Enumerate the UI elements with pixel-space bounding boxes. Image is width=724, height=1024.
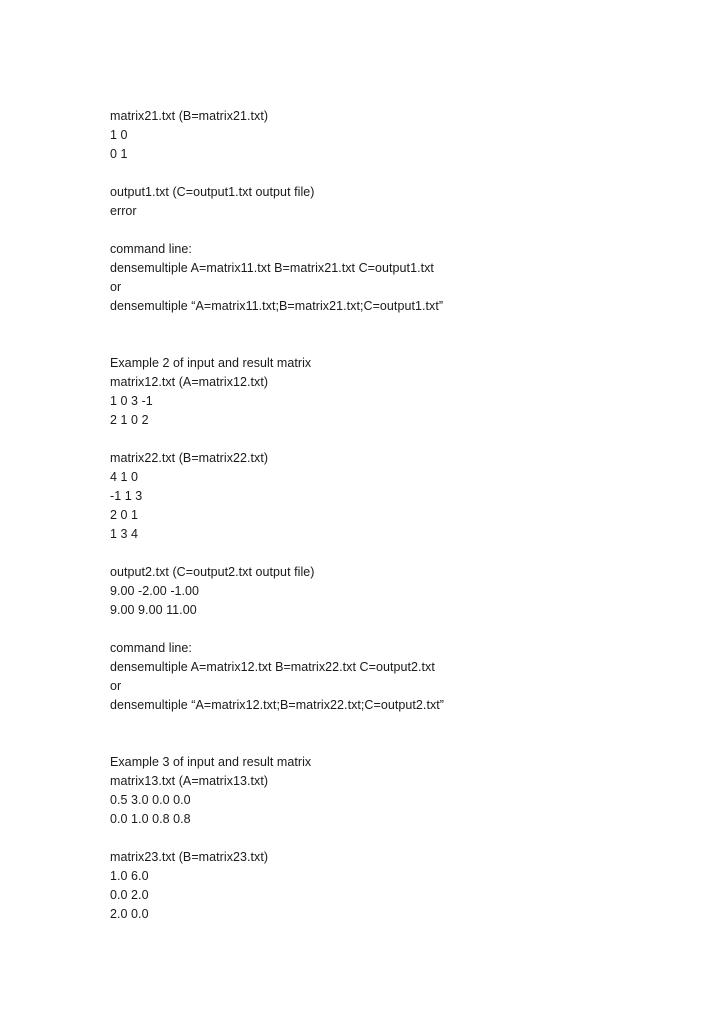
matrix22-row-1: 4 1 0 bbox=[110, 470, 139, 484]
output2-row-1: 9.00 -2.00 -1.00 bbox=[110, 584, 200, 598]
spacer bbox=[110, 316, 710, 354]
matrix23-row-3: 2.0 0.0 bbox=[110, 907, 149, 921]
output1-title: output1.txt (C=output1.txt output file) bbox=[110, 185, 315, 199]
spacer bbox=[110, 430, 710, 449]
matrix22-title: matrix22.txt (B=matrix22.txt) bbox=[110, 451, 269, 465]
matrix12-title: matrix12.txt (A=matrix12.txt) bbox=[110, 375, 269, 389]
spacer bbox=[110, 715, 710, 753]
matrix13-title: matrix13.txt (A=matrix13.txt) bbox=[110, 774, 269, 788]
matrix13-row-2: 0.0 1.0 0.8 0.8 bbox=[110, 812, 191, 826]
document-page bbox=[110, 107, 710, 924]
command-1b: densemultiple “A=matrix11.txt;B=matrix21.txt;C=output1.txt” bbox=[110, 299, 444, 313]
or-label-1: or bbox=[110, 280, 122, 294]
matrix12-row-1: 1 0 3 -1 bbox=[110, 394, 153, 408]
matrix21-title: matrix21.txt (B=matrix21.txt) bbox=[110, 109, 269, 123]
matrix22-row-2: -1 1 3 bbox=[110, 489, 143, 503]
output2-title: output2.txt (C=output2.txt output file) bbox=[110, 565, 315, 579]
command-line-label-1: command line: bbox=[110, 242, 192, 256]
command-2a: densemultiple A=matrix12.txt B=matrix22.txt C=output2.txt bbox=[110, 660, 435, 674]
command-1a: densemultiple A=matrix11.txt B=matrix21.txt C=output1.txt bbox=[110, 261, 434, 275]
example-3-heading: Example 3 of input and result matrix bbox=[110, 755, 312, 769]
matrix12-row-2: 2 1 0 2 bbox=[110, 413, 149, 427]
matrix22-row-3: 2 0 1 bbox=[110, 508, 139, 522]
output1-row-1: error bbox=[110, 204, 137, 218]
matrix23-row-2: 0.0 2.0 bbox=[110, 888, 149, 902]
matrix13-row-1: 0.5 3.0 0.0 0.0 bbox=[110, 793, 191, 807]
matrix22-row-4: 1 3 4 bbox=[110, 527, 139, 541]
example-2-heading: Example 2 of input and result matrix bbox=[110, 356, 312, 370]
matrix21-row-1: 1 0 bbox=[110, 128, 128, 142]
matrix23-title: matrix23.txt (B=matrix23.txt) bbox=[110, 850, 269, 864]
spacer bbox=[110, 221, 710, 240]
command-2b: densemultiple “A=matrix12.txt;B=matrix22.txt;C=output2.txt” bbox=[110, 698, 444, 712]
matrix21-row-2: 0 1 bbox=[110, 147, 128, 161]
output2-row-2: 9.00 9.00 11.00 bbox=[110, 603, 197, 617]
or-label-2: or bbox=[110, 679, 122, 693]
spacer bbox=[110, 829, 710, 848]
command-line-label-2: command line: bbox=[110, 641, 192, 655]
spacer bbox=[110, 164, 710, 183]
matrix23-row-1: 1.0 6.0 bbox=[110, 869, 149, 883]
spacer bbox=[110, 544, 710, 563]
spacer bbox=[110, 620, 710, 639]
